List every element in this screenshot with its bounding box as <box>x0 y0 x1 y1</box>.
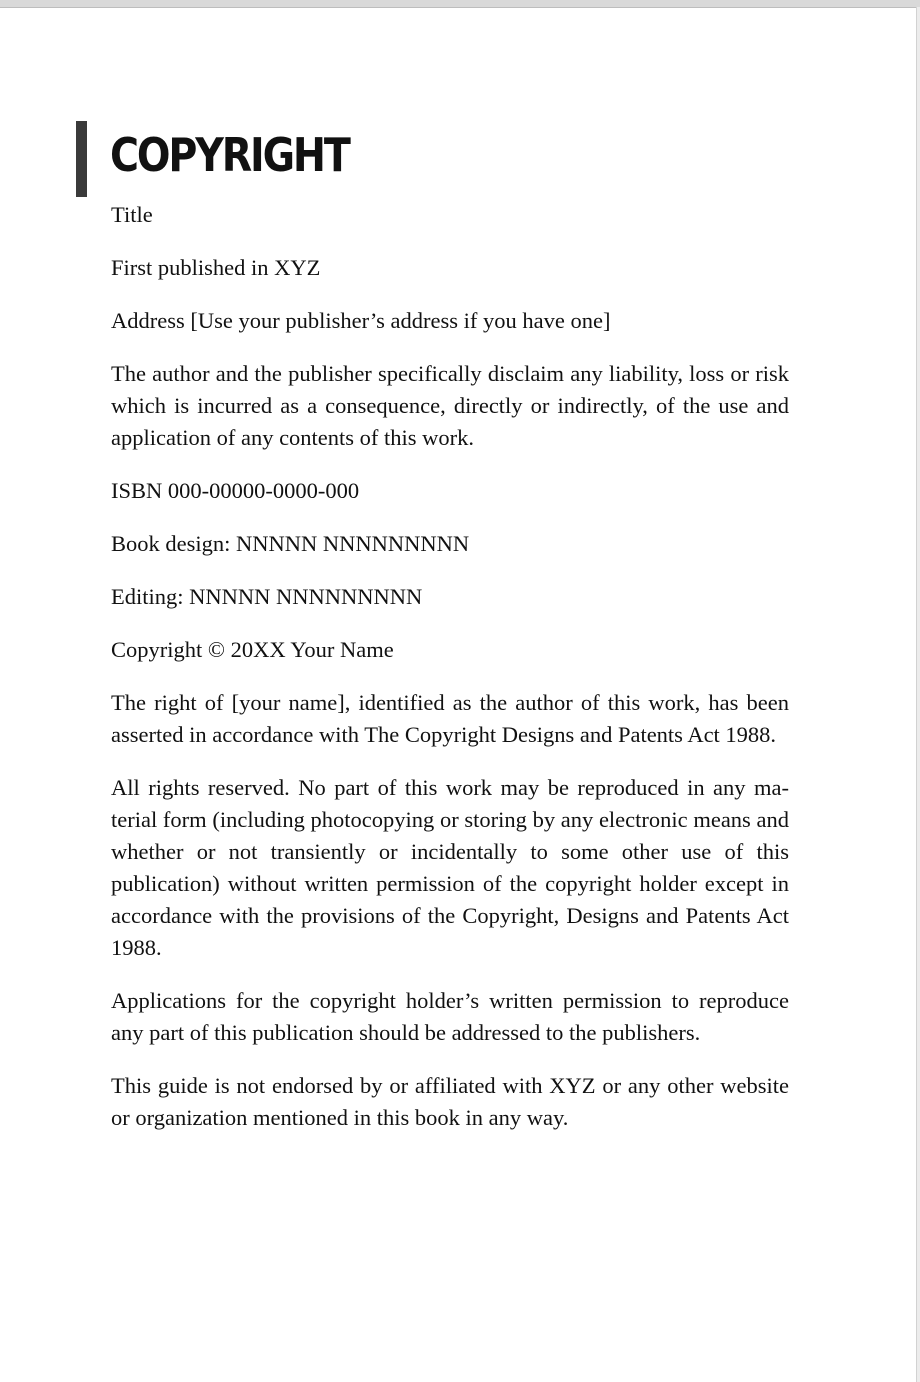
viewer-top-border <box>0 0 920 8</box>
moral-rights-paragraph: The right of [your name], identified as the author of this work, has been asserted in accordance with The Copyright Designs and Patents Act 1988. <box>111 690 789 747</box>
document-page <box>0 8 916 1382</box>
viewer-right-border <box>916 7 920 1382</box>
endorsement-disclaimer-paragraph: This guide is not endorsed by or affiliated with XYZ or any other website or organization mentioned in this book in any way. <box>111 1073 789 1130</box>
copyright-body <box>111 199 789 1155</box>
address-line: Address [Use your publisher’s address if you have one] <box>111 308 611 333</box>
heading-accent-bar <box>76 121 87 197</box>
first-published-line: First published in XYZ <box>111 255 321 280</box>
book-design-line: Book design: NNNNN NNNNNNNNN <box>111 531 470 556</box>
copyright-notice-line: Copyright © 20XX Your Name <box>111 637 394 662</box>
isbn-line: ISBN 000-00000-0000-000 <box>111 478 360 503</box>
permissions-paragraph: Applications for the copyright holder’s written permission to reproduce any part of this publication should be addressed to the publishers. <box>111 988 789 1045</box>
disclaimer-paragraph: The author and the publisher specifically disclaim any liability, loss or risk which is incurred as a consequence, directly or indirectly, of the use and application of any contents of this work. <box>111 361 789 450</box>
book-title-line: Title <box>111 202 153 227</box>
page-title: COPYRIGHT <box>110 128 349 182</box>
editing-line: Editing: NNNNN NNNNNNNNN <box>111 584 423 609</box>
all-rights-reserved-paragraph: All rights reserved. No part of this work may be reproduced in any material form (including photocopying or storing by any electronic means and whether or not transiently or incidentally to some other use of this publication) without written permission of the copyright holder except in accordance with the provisions of the Copyright, Designs and Patents Act 1988. <box>111 775 789 960</box>
